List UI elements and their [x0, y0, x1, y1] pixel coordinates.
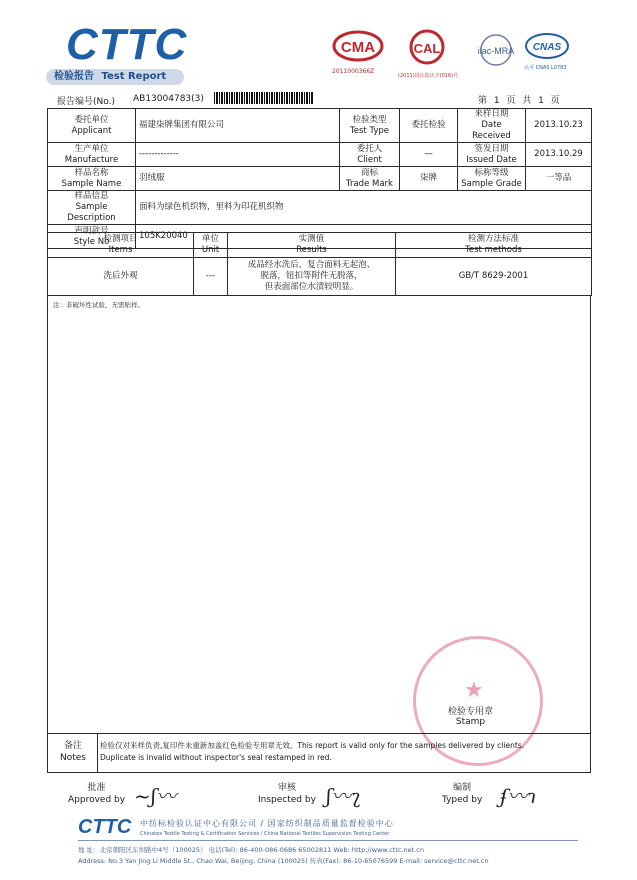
cma-logo — [332, 30, 384, 75]
test-type-label: 检验类型 Test Type — [340, 109, 400, 143]
typed-cn: 编制 — [453, 783, 472, 793]
notes-label — [60, 740, 86, 764]
stamp-star-icon: ★ — [464, 678, 484, 703]
ilac-logo-text: ilac-MRA — [477, 46, 515, 56]
test-type-value: 委托检验 — [400, 109, 458, 143]
date-received-value: 2013.10.23 — [526, 109, 592, 143]
manufacture-value: ------------- — [136, 143, 340, 167]
typist-signature-icon: ʄ〰ɿ — [500, 784, 537, 808]
info-table — [47, 108, 592, 249]
results-table — [47, 232, 592, 296]
sample-name-label: 样品名称 Sample Name — [48, 167, 136, 191]
typed-by — [442, 782, 482, 806]
approver-signature-icon: ~ʃ〰 — [134, 784, 177, 808]
notes-line-2: Duplicate is invalid without inspector's seal restamped in red. — [100, 753, 332, 762]
sample-name-value: 羽绒服 — [136, 167, 340, 191]
stamp-label-en: Stamp — [455, 717, 486, 727]
footer-address-en: Address: No.3 Yan Jing Li Middle St., Chao Wai, Beijing, China (100025) 传真(Fax): 86-10-65076599 E-mail: service@cttc.net.cn — [78, 857, 489, 865]
notes-label-cn: 备注 — [63, 741, 82, 751]
stamp-label-cn: 检验专用章 — [448, 707, 494, 717]
result-item: 洗后外观 — [48, 258, 194, 296]
cnas-logo-text: CNAS — [532, 42, 562, 53]
report-title — [46, 69, 184, 85]
typed-en: Typed by — [442, 795, 483, 805]
date-received-label: 来样日期 Date Received — [458, 109, 526, 143]
ilac-logo — [470, 34, 522, 70]
footer-address-cn: 地 址：北京朝阳区东坝路中4号（100025） 电话(Tel): 86-400-086-0686 65002811 Web: http://www.cttc.net.cn — [78, 846, 424, 854]
page-info: 第 1 页 共 1 页 — [478, 96, 560, 106]
approved-en: Approved by — [68, 795, 126, 805]
report-title-en: Test Report — [101, 71, 167, 82]
footer-org-name-en: Chinatex Textile Testing & Certification Services / China National Textiles Supervision Testing Center — [140, 831, 390, 837]
result-unit: --- — [194, 258, 228, 296]
manufacture-label: 生产单位 Manufacture — [48, 143, 136, 167]
results-header-items: 检测项目 Items — [48, 233, 194, 258]
report-title-cn: 检验报告 — [54, 71, 94, 82]
footer-org-name: 中纺标检验认证中心有限公司 / 国家纺织制品质量监督检验中心 — [140, 819, 394, 828]
issued-date-label: 签发日期 Issued Date — [458, 143, 526, 167]
approved-by — [68, 782, 125, 806]
results-header-methods: 检测方法标准 Test methods — [396, 233, 592, 258]
cttc-logo: CTTC — [66, 20, 188, 69]
style-no-value: 105K20040 — [136, 225, 592, 249]
barcode-icon — [214, 92, 314, 104]
trade-mark-value: 柒牌 — [400, 167, 458, 191]
cnas-logo — [524, 32, 570, 71]
approved-cn: 批准 — [87, 783, 106, 793]
notes-label-en: Notes — [60, 753, 86, 763]
remark-text: 注：非破坏性试验，无需贴样。 — [53, 301, 144, 309]
cma-mark-icon — [332, 30, 384, 64]
description-label: 样品信息 Sample Description — [48, 191, 136, 225]
cnas-mark-icon — [524, 32, 570, 60]
inspected-by — [258, 782, 316, 806]
client-value: — — [400, 143, 458, 167]
cma-caption: 2011000366Z — [332, 68, 375, 75]
description-value: 面料为绿色机织物，里料为印花机织物 — [136, 191, 592, 225]
applicant-value: 福建柒牌集团有限公司 — [136, 109, 340, 143]
cnas-caption: 认可 CNAS L0783 — [524, 65, 567, 71]
results-header-unit: 单位 Unit — [194, 233, 228, 258]
footer-divider — [78, 840, 578, 841]
inspected-cn: 审核 — [277, 783, 296, 793]
cal-logo-text: CAL — [413, 41, 441, 56]
footer-logo: CTTC — [78, 816, 132, 838]
issued-date-value: 2013.10.29 — [526, 143, 592, 167]
report-no-label: 报告编号(No.) — [57, 97, 115, 107]
report-no: AB13004783(3) — [133, 94, 204, 104]
cal-caption: (2011)国认监认字(016)号 — [398, 73, 459, 79]
style-no-label: 声明款号 Style No — [48, 225, 136, 249]
trade-mark-label: 商标 Trade Mark — [340, 167, 400, 191]
results-header-results: 实测值 Results — [228, 233, 396, 258]
sample-grade-label: 标称等级 Sample Grade — [458, 167, 526, 191]
cal-logo — [398, 28, 458, 79]
table-row — [48, 258, 592, 296]
notes-line-1: 检验仅对来样负责,复印件未重新加盖红色检验专用章无效。This report is valid only for the samples delivered by clients. — [100, 741, 525, 750]
cal-mark-icon — [398, 28, 456, 68]
ilac-mark-icon — [470, 34, 522, 66]
client-label: 委托人 Client — [340, 143, 400, 167]
stamp-label — [448, 704, 493, 727]
result-method: GB/T 8629-2001 — [396, 258, 592, 296]
cma-logo-text: CMA — [340, 39, 376, 56]
inspector-signature-icon: ʃ〰ʅ — [326, 784, 362, 808]
notes-text — [100, 740, 588, 764]
result-value: 成品经水洗后，复合面料无起泡、 脱落，钮扣等附件无脱落， 但表面部位水渍较明显。 — [228, 258, 396, 296]
inspected-en: Inspected by — [258, 795, 316, 805]
applicant-label: 委托单位 Applicant — [48, 109, 136, 143]
sample-grade-value: 一等品 — [526, 167, 592, 191]
notes-divider — [97, 733, 98, 773]
